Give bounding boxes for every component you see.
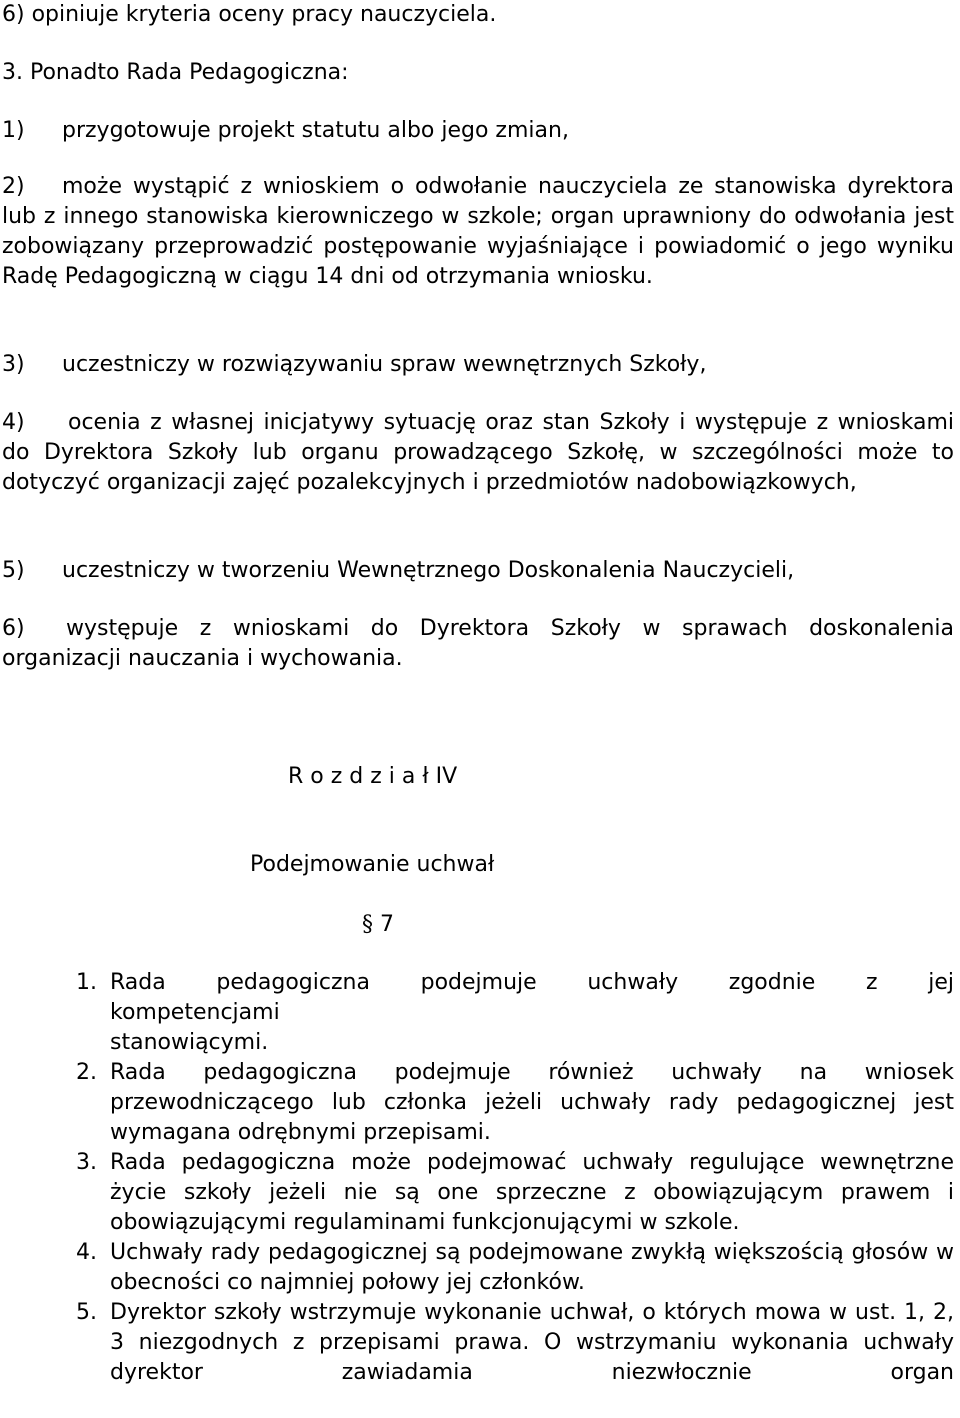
- numbered-item-text: Uchwały rady pedagogicznej są podejmowane zwykłą większością głosów w obecności co najmniej połowy jej członków.: [110, 1240, 954, 1295]
- numbered-item-number: 5.: [76, 1300, 97, 1325]
- numbered-item-number: 4.: [76, 1240, 97, 1265]
- numbered-item-text: Dyrektor szkoły wstrzymuje wykonanie uchwał, o których mowa w ust. 1, 2, 3 niezgodnych z przepisami prawa. O wstrzymaniu wykonania uchwały dyrektor zawiadamia niezwłocznie organ: [110, 1300, 954, 1385]
- chapter-subtitle: Podejmowanie uchwał: [250, 852, 495, 877]
- list-item: [2, 350, 954, 380]
- item-number: 2): [2, 174, 25, 199]
- section-sign: §: [362, 912, 380, 937]
- numbered-item-number: 1.: [76, 970, 97, 995]
- item-text: przygotowuje projekt statutu albo jego zmian,: [62, 118, 569, 143]
- list-item: [2, 408, 954, 498]
- item-number: 3): [2, 352, 25, 377]
- numbered-item-line: kompetencjami: [110, 1000, 280, 1025]
- item-number: 5): [2, 558, 25, 583]
- item-text: występuje z wnioskami do Dyrektora Szkoły w sprawach doskonalenia organizacji nauczania i wychowania.: [2, 616, 954, 671]
- numbered-item-line: Rada pedagogiczna podejmuje uchwały zgodnie z jej: [110, 970, 954, 995]
- list-item: [2, 172, 954, 292]
- item-number: 4): [2, 410, 25, 435]
- section-number: 7: [380, 912, 394, 937]
- numbered-item-number: 2.: [76, 1060, 97, 1085]
- chapter-title: R o z d z i a ł IV: [288, 764, 458, 789]
- numbered-list: [76, 968, 954, 1388]
- numbered-item: [76, 1298, 954, 1388]
- item-text: ocenia z własnej inicjatywy sytuację oraz stan Szkoły i występuje z wnioskami do Dyrektora Szkoły lub organu prowadzącego Szkołę, w szczególności może to dotyczyć organizacji zajęć pozalekcyjnych i przedmiotów nadobowiązkowych,: [2, 410, 954, 495]
- top-line-2: 3. Ponadto Rada Pedagogiczna:: [2, 60, 349, 85]
- numbered-item-text: Rada pedagogiczna może podejmować uchwały regulujące wewnętrzne życie szkoły jeżeli nie są one sprzeczne z obowiązującym prawem i obowiązującymi regulaminami funkcjonującymi w szkole.: [110, 1150, 954, 1235]
- list-item: [2, 614, 954, 674]
- section-marker: [0, 910, 960, 940]
- numbered-item: [76, 1238, 954, 1298]
- item-text: uczestniczy w rozwiązywaniu spraw wewnętrznych Szkoły,: [62, 352, 707, 377]
- item-text: może wystąpić z wnioskiem o odwołanie nauczyciela ze stanowiska dyrektora lub z innego stanowiska kierowniczego w szkole; organ uprawniony do odwołania jest zobowiązany przeprowadzić postępowanie wyjaśniające i powiadomić o jego wyniku Radę Pedagogiczną w ciągu 14 dni od otrzymania wniosku.: [2, 174, 954, 289]
- numbered-item: [76, 1148, 954, 1238]
- list-item: [2, 116, 954, 146]
- numbered-item-text: Rada pedagogiczna podejmuje również uchwały na wniosek przewodniczącego lub członka jeżeli uchwały rady pedagogicznej jest wymagana odrębnymi przepisami.: [110, 1060, 954, 1145]
- item-number: 6): [2, 616, 25, 641]
- numbered-item: [76, 968, 954, 1058]
- item-number: 1): [2, 118, 25, 143]
- list-item: [2, 556, 954, 586]
- numbered-item-line: stanowiącymi.: [110, 1030, 269, 1055]
- numbered-item-number: 3.: [76, 1150, 97, 1175]
- top-line-1: 6) opiniuje kryteria oceny pracy nauczyciela.: [2, 2, 497, 27]
- item-text: uczestniczy w tworzeniu Wewnętrznego Doskonalenia Nauczycieli,: [62, 558, 795, 583]
- numbered-item: [76, 1058, 954, 1148]
